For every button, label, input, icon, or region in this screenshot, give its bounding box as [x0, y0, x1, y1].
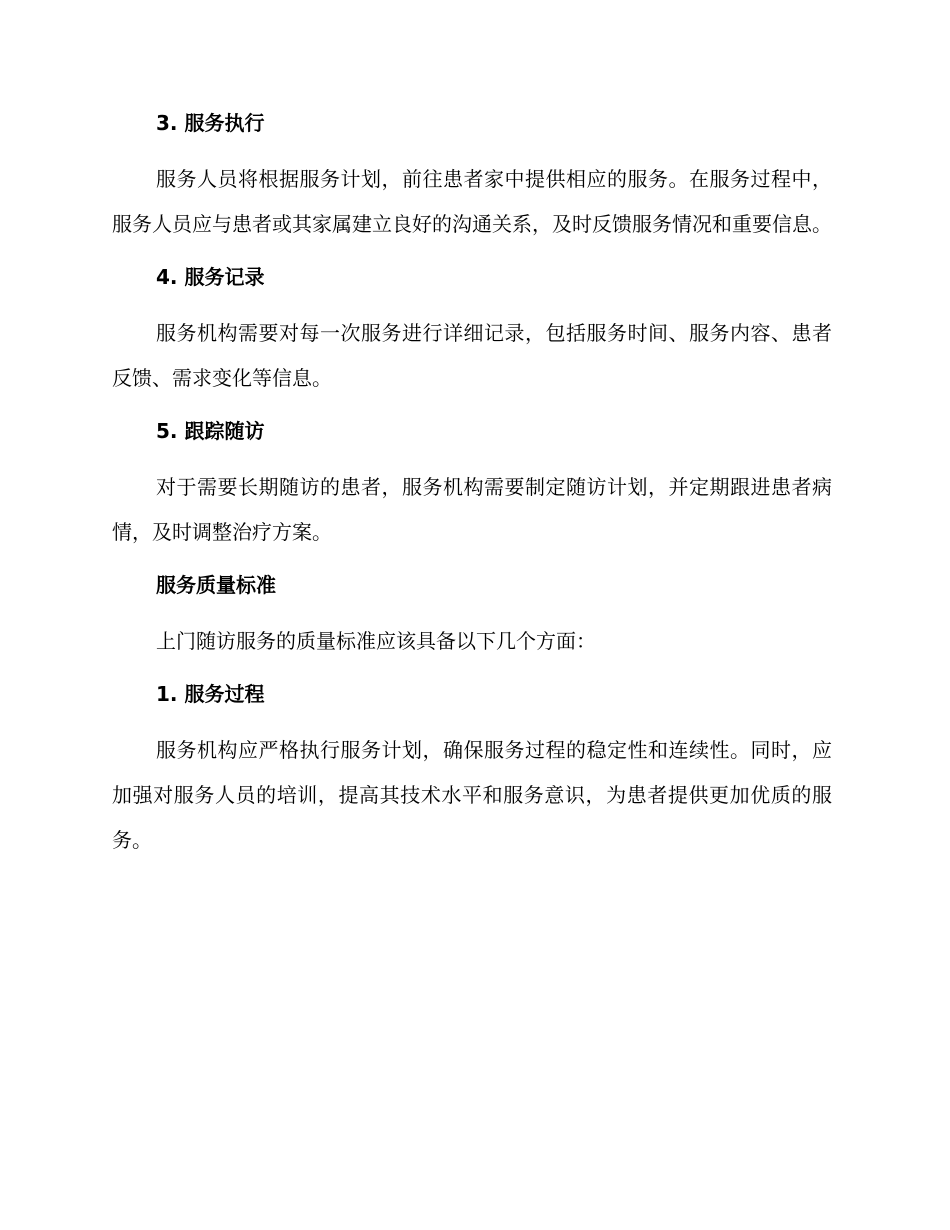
- section-paragraph-service-record: 服务机构需要对每一次服务进行详细记录，包括服务时间、服务内容、患者反馈、需求变化等信息。: [112, 321, 832, 390]
- section-paragraph-quality-standard: 上门随访服务的质量标准应该具备以下几个方面：: [156, 629, 596, 653]
- section-paragraph-follow-up: 对于需要长期随访的患者，服务机构需要制定随访计划，并定期跟进患者病情，及时调整治疗方案。: [112, 475, 832, 544]
- section-paragraph-service-execution: 服务人员将根据服务计划，前往患者家中提供相应的服务。在服务过程中，服务人员应与患者或其家属建立良好的沟通关系，及时反馈服务情况和重要信息。: [112, 167, 832, 236]
- section-heading-service-process: 1. 服务过程: [156, 682, 265, 706]
- document-body: [112, 108, 832, 863]
- section-heading-service-execution: 3. 服务执行: [156, 111, 265, 135]
- section-heading-follow-up: 5. 跟踪随访: [156, 419, 265, 443]
- section-heading-quality-standard: 服务质量标准: [156, 573, 276, 597]
- section-heading-service-record: 4. 服务记录: [156, 265, 265, 289]
- section-paragraph-service-process: 服务机构应严格执行服务计划，确保服务过程的稳定性和连续性。同时，应加强对服务人员的培训，提高其技术水平和服务意识，为患者提供更加优质的服务。: [112, 738, 832, 852]
